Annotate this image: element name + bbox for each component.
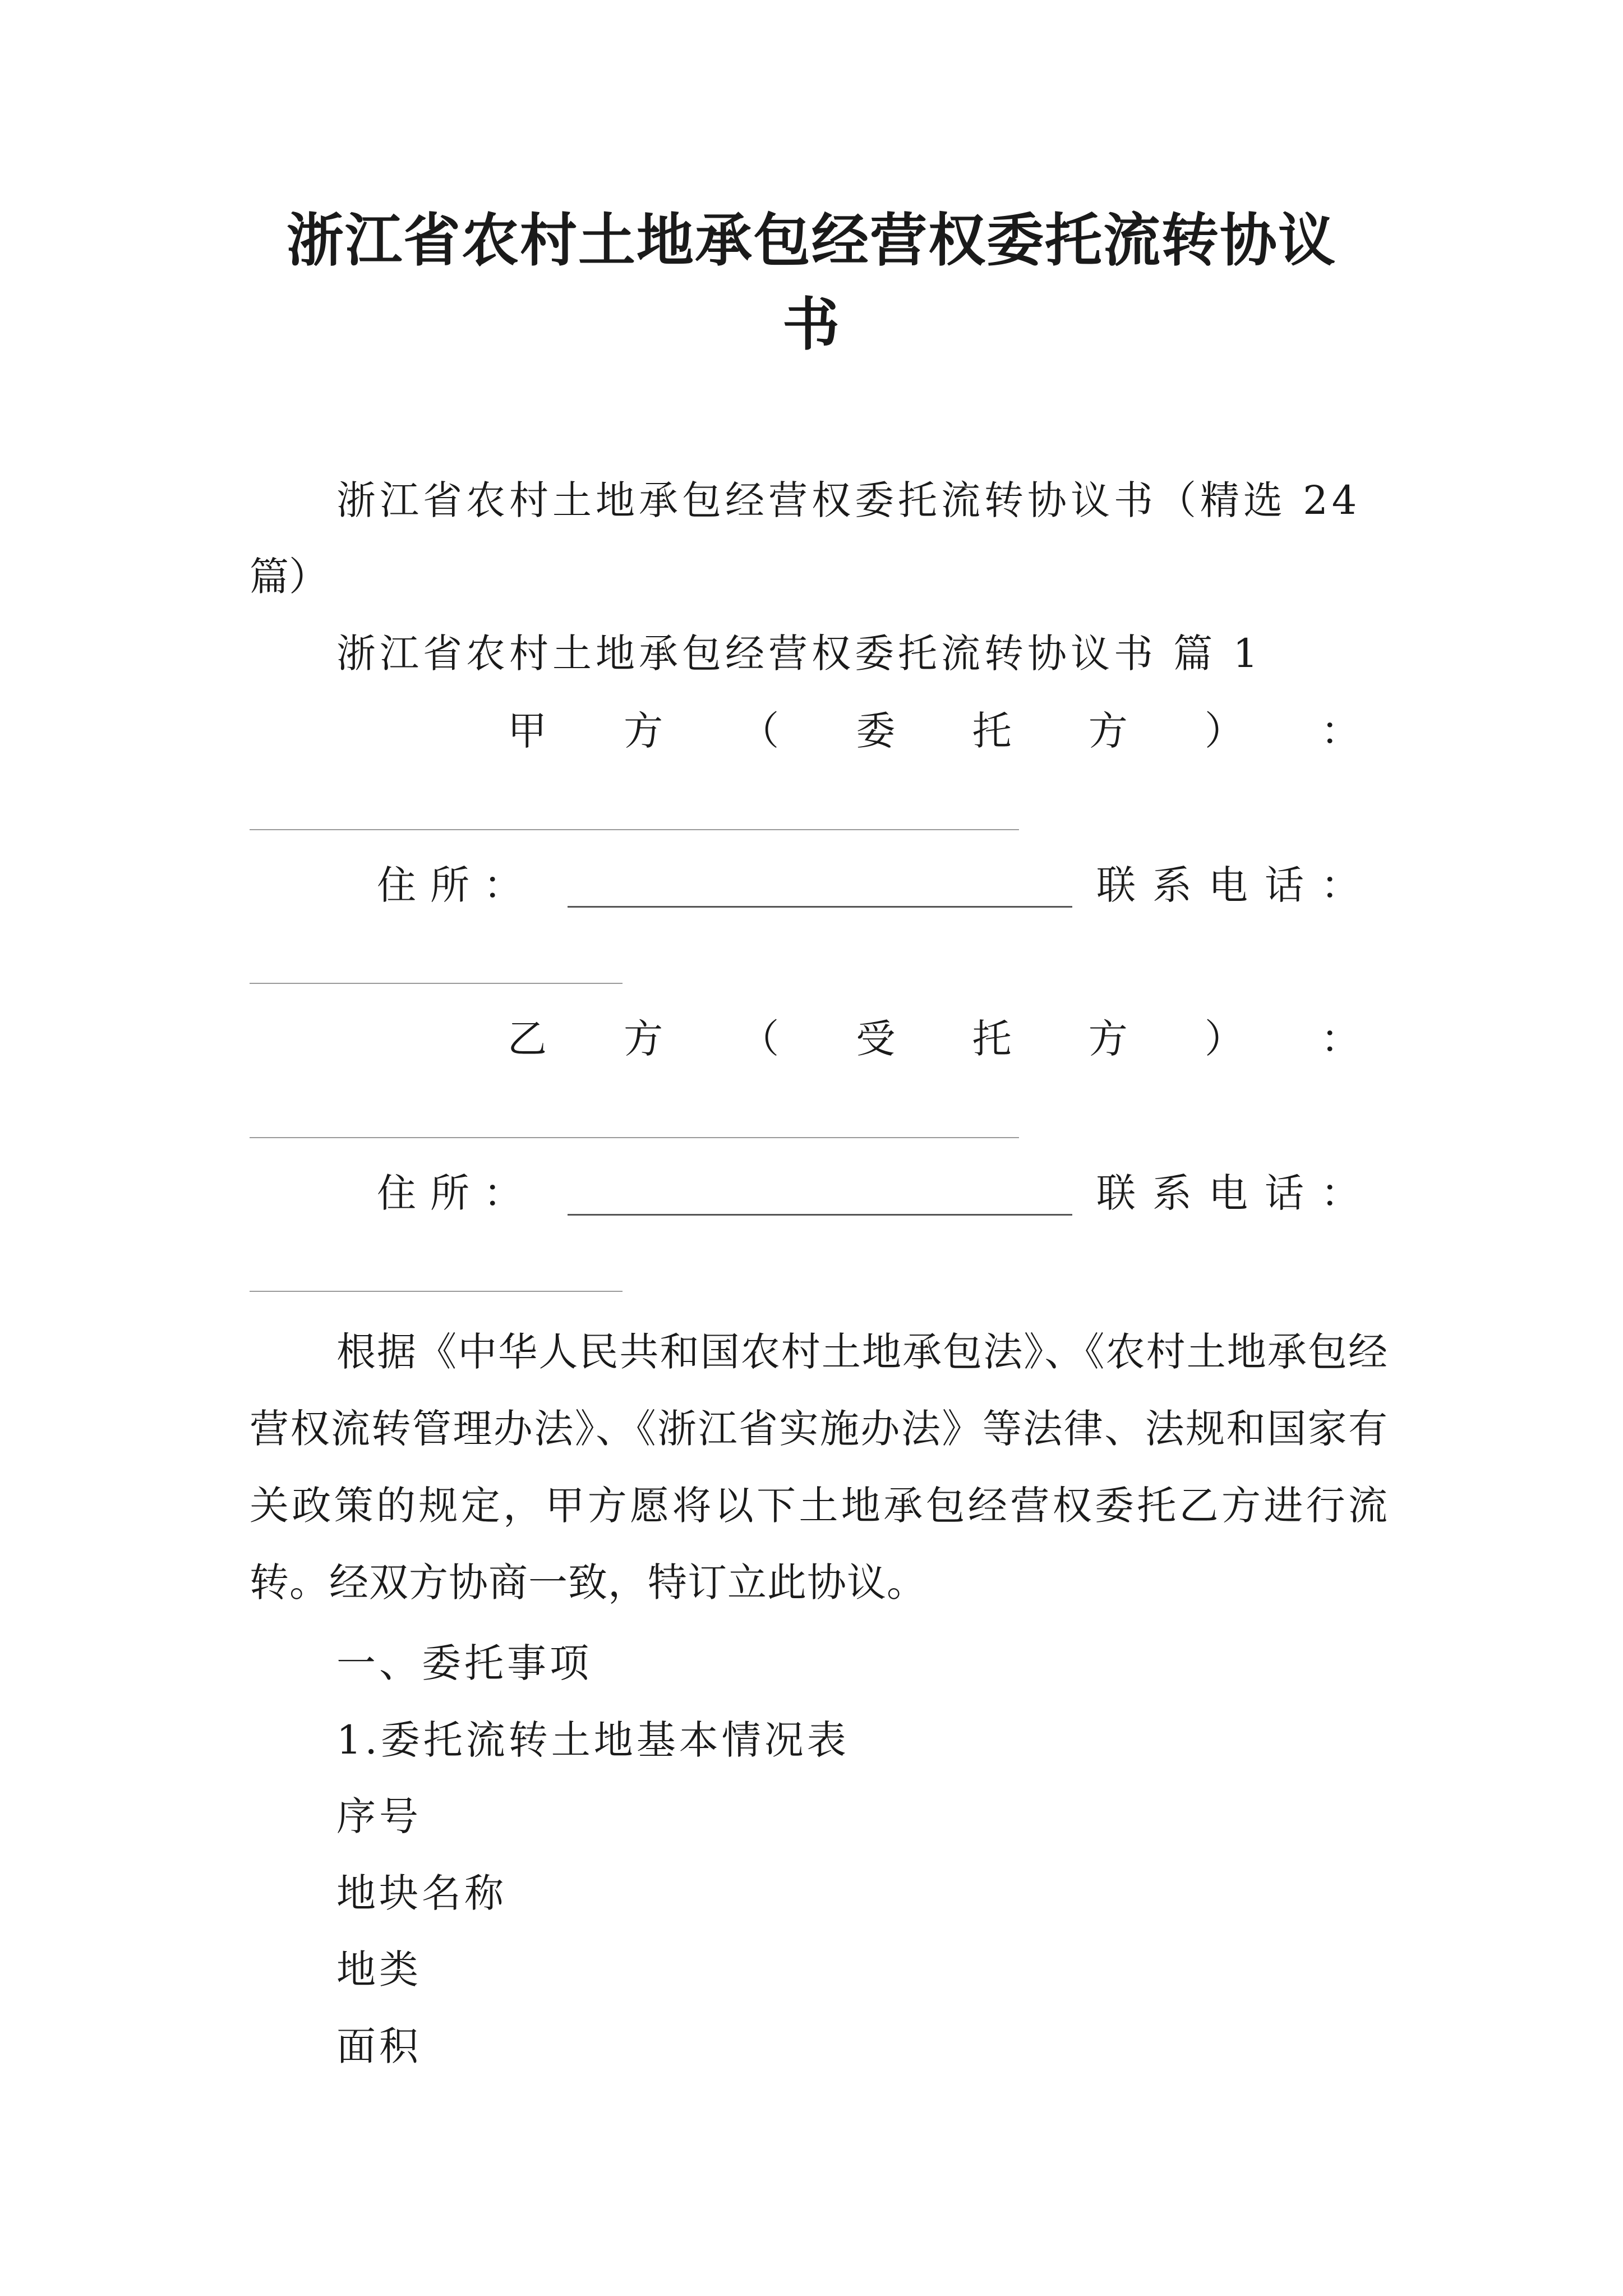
party-a-char: 甲 <box>508 708 547 754</box>
chapter-heading: 浙江省农村土地承包经营权委托流转协议书 篇 1 <box>336 631 1262 677</box>
party-b-char: （ <box>740 1016 780 1062</box>
document-title <box>247 199 1376 367</box>
party-a-label <box>508 708 1360 754</box>
party-b-phone-label <box>1096 1170 1360 1216</box>
phone-char: 联 <box>1096 862 1136 908</box>
table-header-cell: 地块名称 <box>336 1870 507 1916</box>
phone-char: 系 <box>1152 1170 1192 1216</box>
address-char: 住 <box>377 862 416 908</box>
party-b-label <box>508 1016 1360 1062</box>
subtitle-line-1: 浙江省农村土地承包经营权委托流转协议书（精选 24 <box>336 477 1361 523</box>
party-b-char: 托 <box>972 1016 1012 1062</box>
item-heading: 1.委托流转土地基本情况表 <box>336 1717 850 1763</box>
address-char: ： <box>483 1170 523 1216</box>
party-a-name-blank[interactable] <box>250 829 1019 830</box>
phone-char: ： <box>1321 862 1360 908</box>
party-b-address-blank[interactable] <box>568 1214 1072 1216</box>
party-a-phone-label <box>1096 862 1360 908</box>
party-a-address-label <box>377 862 523 908</box>
party-b-char: ） <box>1204 1016 1244 1062</box>
phone-char: 话 <box>1265 1170 1304 1216</box>
party-a-char: （ <box>740 708 780 754</box>
party-a-phone-blank[interactable] <box>250 983 623 984</box>
section-heading: 一、委托事项 <box>336 1640 592 1686</box>
address-char: ： <box>483 862 523 908</box>
table-header-cell: 面积 <box>336 2023 422 2069</box>
phone-char: 话 <box>1265 862 1304 908</box>
title-line-1: 浙江省农村土地承包经营权委托流转协议 <box>287 208 1336 274</box>
title-line-2: 书 <box>782 292 841 358</box>
party-a-address-blank[interactable] <box>568 906 1072 908</box>
phone-char: 电 <box>1209 862 1248 908</box>
party-a-char: 委 <box>856 708 896 754</box>
body-paragraph: 根据《中华人民共和国农村土地承包法》、《农村土地承包经营权流转管理办法》、《浙江省实施办法》等法律、法规和国家有关政策的规定，甲方愿将以下土地承包经营权委托乙方进行流转。经双方协商一致，特订立此协议。 <box>250 1329 1388 1605</box>
table-header-cell: 地类 <box>336 1947 422 1993</box>
party-b-address-label <box>377 1170 523 1216</box>
party-b-char: 方 <box>1088 1016 1128 1062</box>
party-a-char: ） <box>1204 708 1244 754</box>
address-char: 住 <box>377 1170 416 1216</box>
subtitle-line-2: 篇） <box>250 554 328 600</box>
phone-char: 系 <box>1152 862 1192 908</box>
party-b-char: 受 <box>856 1016 896 1062</box>
party-a-char: 方 <box>1088 708 1128 754</box>
table-header-cell: 序号 <box>336 1793 422 1839</box>
address-char: 所 <box>430 862 469 908</box>
party-b-phone-blank[interactable] <box>250 1291 623 1292</box>
address-char: 所 <box>430 1170 469 1216</box>
party-b-name-blank[interactable] <box>250 1137 1019 1138</box>
party-b-char: 方 <box>624 1016 663 1062</box>
party-b-char: 乙 <box>508 1016 547 1062</box>
party-b-char: ： <box>1320 1016 1360 1062</box>
phone-char: ： <box>1321 1170 1360 1216</box>
party-a-char: 托 <box>972 708 1012 754</box>
phone-char: 联 <box>1096 1170 1136 1216</box>
party-a-char: 方 <box>624 708 663 754</box>
party-a-char: ： <box>1320 708 1360 754</box>
phone-char: 电 <box>1209 1170 1248 1216</box>
